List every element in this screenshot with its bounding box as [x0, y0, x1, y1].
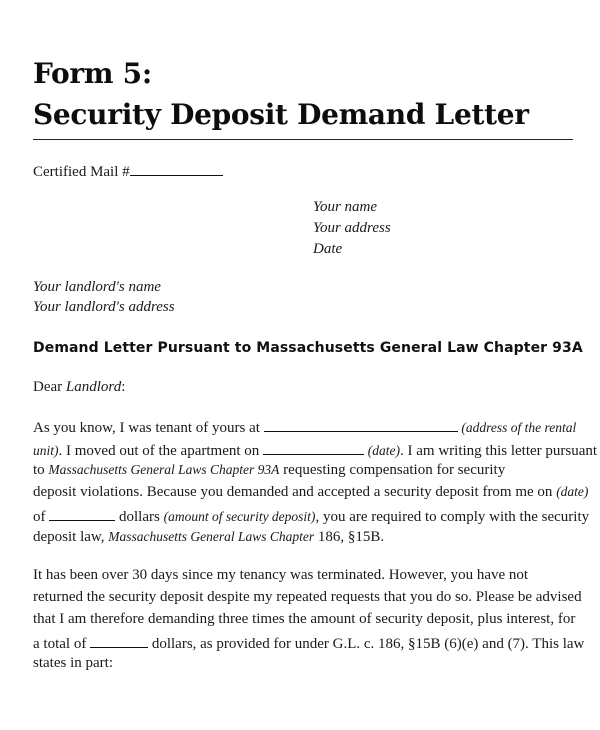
- deposit-amount-hint: (amount of security deposit): [163, 509, 316, 524]
- rental-address-hint-cont: unit): [33, 443, 59, 458]
- statute-reference: Massachusetts General Laws Chapter 93A: [48, 462, 280, 477]
- document-title: Security Deposit Demand Letter: [33, 98, 529, 131]
- p2-text: a total of: [33, 636, 87, 652]
- p1-text: requesting compensation for security: [279, 462, 506, 478]
- letter-subject: Demand Letter Pursuant to Massachusetts General Law Chapter 93A: [33, 340, 583, 356]
- salutation-name: Landlord: [65, 379, 122, 395]
- p1-line-6: [33, 530, 384, 545]
- certified-mail-label: Certified Mail #: [33, 164, 130, 180]
- p2-text: dollars, as provided for under G.L. c. 186, §15B (6)(e) and (7). This law: [151, 636, 585, 652]
- certified-mail-line: [33, 162, 223, 180]
- form-number-title: Form 5:: [33, 57, 152, 90]
- p1-text: of: [33, 509, 46, 525]
- total-amount-blank: [90, 634, 148, 648]
- sender-name: Your name: [313, 199, 378, 215]
- p1-text: , you are required to comply with the security: [315, 509, 590, 525]
- p1-text: deposit violations. Because you demanded and accepted a security deposit from me on: [33, 484, 557, 500]
- p1-text: . I am writing this letter pursuant: [400, 443, 598, 459]
- move-out-date-blank: [263, 441, 364, 455]
- p1-text: . I moved out of the apartment on: [58, 443, 260, 459]
- recipient-name: Your landlord's name: [33, 279, 161, 295]
- p1-text: to: [33, 462, 49, 478]
- p1-line-5: [33, 507, 589, 525]
- sender-address: Your address: [313, 220, 391, 236]
- p2-line-2: returned the security deposit despite my repeated requests that you do so. Please be advised: [33, 589, 582, 605]
- statute-reference: Massachusetts General Laws Chapter: [108, 529, 315, 544]
- certified-mail-blank: [130, 162, 223, 176]
- p1-text: dollars: [119, 509, 164, 525]
- move-out-date-hint: (date): [367, 443, 401, 458]
- recipient-address: Your landlord's address: [33, 299, 175, 315]
- salutation-prefix: Dear: [33, 379, 66, 395]
- title-divider: [33, 139, 573, 140]
- p1-line-2: [33, 441, 597, 459]
- p1-text: deposit law,: [33, 529, 109, 545]
- salutation: [33, 380, 125, 395]
- p1-line-3: [33, 463, 505, 478]
- p2-line-5: states in part:: [33, 655, 113, 671]
- rental-address-blank: [264, 418, 458, 432]
- p2-line-3: that I am therefore demanding three times the amount of security deposit, plus interest, for: [33, 611, 576, 627]
- salutation-suffix: :: [121, 379, 126, 395]
- deposit-amount-blank: [49, 507, 115, 521]
- deposit-date-hint: (date): [556, 484, 589, 499]
- p1-text: As you know, I was tenant of yours at: [33, 420, 260, 436]
- p2-line-1: It has been over 30 days since my tenancy was terminated. However, you have not: [33, 567, 529, 583]
- p1-text: 186, §15B.: [314, 529, 385, 545]
- p1-line-4: [33, 485, 588, 500]
- p2-line-4: [33, 634, 584, 652]
- p1-line-1: [33, 418, 576, 436]
- rental-address-hint: (address of the rental: [461, 420, 577, 435]
- letter-date: Date: [313, 241, 343, 257]
